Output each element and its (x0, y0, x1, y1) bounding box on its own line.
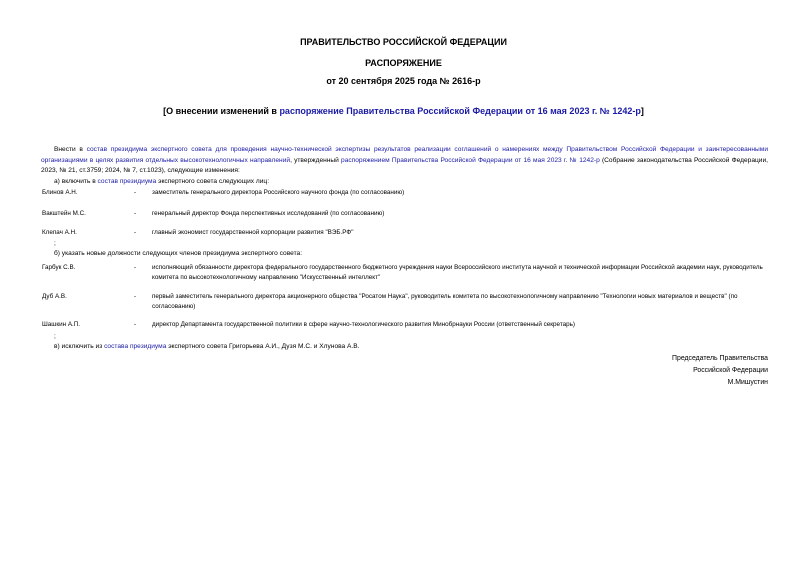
member-name: Шашкин А.П. (42, 321, 81, 328)
document-title (0, 106, 807, 116)
section-a-prefix: а) включить в (54, 178, 98, 185)
member-dash: - (134, 264, 137, 271)
member-dash: - (134, 293, 137, 300)
member-name: Дуб А.В. (42, 293, 67, 300)
member-name: Гарбук С.В. (42, 264, 76, 271)
title-link[interactable]: распоряжение Правительства Российской Федерации от 16 мая 2023 г. № 1242-р (279, 106, 641, 116)
document-type-heading: РАСПОРЯЖЕНИЕ (365, 58, 442, 68)
presidium-link-a[interactable]: состав президиума (97, 178, 157, 185)
section-a-end: ; (54, 240, 56, 247)
government-heading: ПРАВИТЕЛЬСТВО РОССИЙСКОЙ ФЕДЕРАЦИИ (300, 37, 507, 47)
intro-paragraph (41, 145, 768, 177)
section-c-text (54, 342, 360, 353)
intro-text-2: , утвержденный (290, 156, 342, 164)
member-description: исполняющий обязанности директора федерального государственного бюджетного учреждения науки Всероссийского института научной и технической информации Российской академии наук, руководитель комитета по высокотехнологичному направлению "Искусственный интеллект" (152, 264, 763, 281)
decree-link[interactable]: распоряжением Правительства Российской Федерации от 16 мая 2023 г. № 1242-р (341, 156, 600, 164)
member-description: главный экономист государственной корпорации развития "ВЭБ.РФ" (152, 229, 354, 236)
intro-text-1: Внести в (54, 146, 87, 153)
member-dash: - (134, 321, 137, 328)
date-number-heading: от 20 сентября 2025 года № 2616-р (326, 76, 481, 86)
signature-title-line-1: Председатель Правительства (672, 355, 768, 362)
section-b-end: ; (54, 333, 56, 340)
section-c-prefix: в) исключить из (54, 343, 105, 350)
member-dash: - (134, 229, 137, 236)
member-name: Вакштейн М.С. (42, 210, 86, 217)
section-a-heading (54, 177, 269, 188)
section-a-suffix: экспертного совета следующих лиц: (156, 178, 270, 185)
member-description: первый заместитель генерального директора акционерного общества "Росатом Наука", руководитель комитета по высокотехнологичному направлению "Технологии новых материалов и веществ" (по согласованию) (152, 293, 738, 310)
signature-name: М.Мишустин (727, 379, 768, 386)
presidium-link-c[interactable]: состава президиума (104, 343, 167, 350)
member-description: генеральный директор Фонда перспективных исследований (по согласованию) (152, 210, 385, 217)
title-suffix: ] (640, 106, 644, 116)
member-name: Блинов А.Н. (42, 189, 78, 196)
member-name: Клепач А.Н. (42, 229, 77, 236)
intro-text-3: (Собрание законодательства Российской Федерации, 2023, № 21, ст.3759; 2024, № 7, ст.1023), следующие изменения: (41, 156, 768, 174)
section-b-heading: б) указать новые должности следующих членов президиума экспертного совета: (54, 250, 303, 257)
section-c-suffix: экспертного совета Григорьева А.И., Дузя М.С. и Хлунова А.В. (166, 343, 360, 350)
member-dash: - (134, 189, 137, 196)
title-prefix: [О внесении изменений в (163, 106, 280, 116)
member-description: заместитель генерального директора Российского научного фонда (по согласованию) (152, 189, 405, 196)
council-composition-link[interactable]: состав президиума экспертного совета для проведения научно-технической экспертизы результатов реализации соглашений о намерениях между Правительством Российской Федерации и заинтересованными организациями в целях развития отдельных высокотехнологичных направлений (41, 146, 769, 164)
member-description: директор Департамента государственной политики в сфере научно-технологического развития Минобрнауки России (ответственный секретарь) (152, 321, 576, 328)
member-dash: - (134, 210, 137, 217)
signature-title-line-2: Российской Федерации (693, 367, 768, 374)
